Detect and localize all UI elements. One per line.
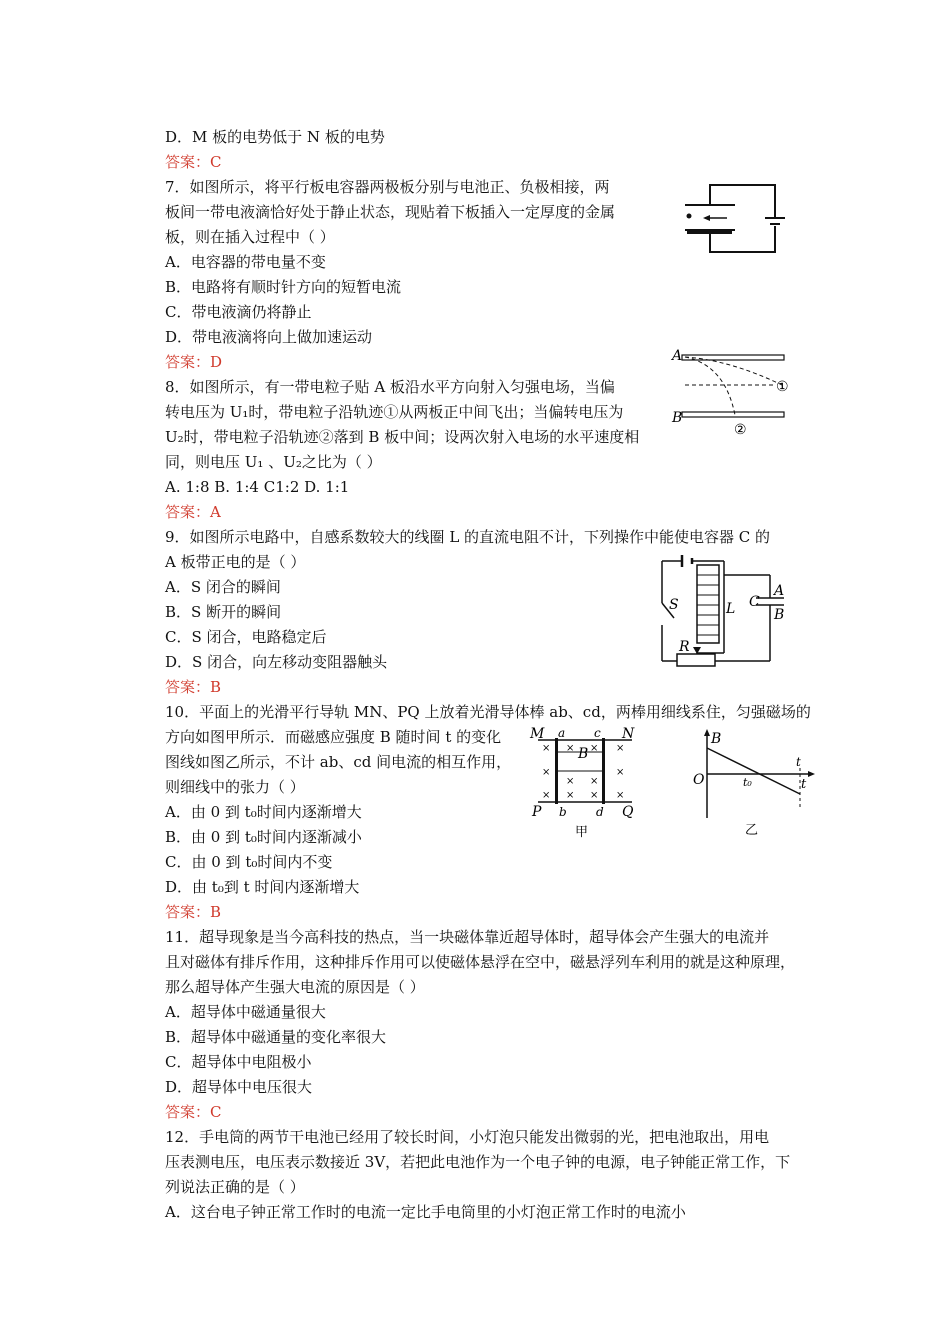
axis-b-label: B (711, 731, 722, 747)
q11-answer: 答案：C (165, 1103, 222, 1121)
field-cross: × (542, 767, 551, 778)
q12-stem-line: 压表测电压，电压表示数接近 3V，若把此电池作为一个电子钟的电源，电子钟能正常工作，下 (165, 1153, 791, 1171)
t-end-label: t (796, 755, 801, 769)
field-cross: × (590, 776, 599, 787)
q8-stem-line: U₂时，带电粒子沿轨迹②落到 B 板中间；设两次射入电场的水平速度相 (165, 428, 640, 446)
q11-stem-line: 且对磁体有排斥作用，这种排斥作用可以使磁体悬浮在空中，磁悬浮列车利用的就是这种原理， (165, 953, 796, 971)
q10-stem-line: 图线如图乙所示，不计 ab、cd 间电流的相互作用， (165, 753, 512, 771)
label-b: b (559, 805, 567, 819)
q9-option: B．S 断开的瞬间 (165, 603, 282, 621)
q7-stem-line: 7．如图所示，将平行板电容器两极板分别与电池正、负极相接，两 (165, 178, 610, 196)
q9-option: C．S 闭合，电路稳定后 (165, 628, 327, 646)
plate-a-label: A (672, 348, 683, 364)
field-cross: × (616, 790, 625, 801)
q8-answer: 答案：A (165, 503, 221, 521)
plate-a-label: A (774, 583, 785, 599)
q7-option: A．电容器的带电量不变 (165, 253, 326, 271)
field-cross: × (590, 743, 599, 754)
label-p: P (532, 804, 542, 820)
field-cross: × (542, 743, 551, 754)
q6-answer: 答案：C (165, 153, 222, 171)
label-c: c (594, 726, 601, 740)
field-cross: × (566, 743, 575, 754)
q10-rails-figure-jia (530, 726, 640, 841)
field-cross: × (542, 790, 551, 801)
q9-answer: 答案：B (165, 678, 222, 696)
origin-o-label: O (693, 772, 705, 788)
plate-b-label: B (774, 607, 785, 623)
q10-stem-line: 10．平面上的光滑平行导轨 MN、PQ 上放着光滑导体棒 ab、cd，两棒用细线系住，匀强磁场的 (165, 703, 811, 721)
q10-option: B．由 0 到 t₀时间内逐渐减小 (165, 828, 362, 846)
figure-caption-yi: 乙 (745, 823, 759, 838)
q7-option: D．带电液滴将向上做加速运动 (165, 328, 373, 346)
q7-answer: 答案：D (165, 353, 223, 371)
q7-stem-line: 板，则在插入过程中（ ） (165, 228, 335, 246)
q9-circuit-figure (652, 553, 797, 668)
resistor-r-label: R (679, 639, 690, 655)
q8-stem-line: 同，则电压 U₁ 、U₂之比为（ ） (165, 453, 382, 471)
q8-stem-line: 8．如图所示，有一带电粒子贴 A 板沿水平方向射入匀强电场，当偏 (165, 378, 615, 396)
q10-option: A．由 0 到 t₀时间内逐渐增大 (165, 803, 362, 821)
q8-deflection-figure (670, 345, 800, 438)
label-d: d (596, 805, 604, 819)
q11-option: B．超导体中磁通量的变化率很大 (165, 1028, 387, 1046)
coil-l-label: L (726, 601, 736, 617)
q10-b-t-graph-yi (690, 728, 825, 838)
q11-stem-line: 那么超导体产生强大电流的原因是（ ） (165, 978, 425, 996)
plate-b-label: B (672, 410, 683, 426)
q10-answer: 答案：B (165, 903, 222, 921)
label-n: N (622, 726, 635, 742)
q11-stem-line: 11．超导现象是当今高科技的热点，当一块磁体靠近超导体时，超导体会产生强大的电流并 (165, 928, 770, 946)
q10-stem-line: 方向如图甲所示．而磁感应强度 B 随时间 t 的变化 (165, 728, 502, 746)
q9-stem-line: A 板带正电的是（ ） (165, 553, 306, 571)
q12-option: A．这台电子钟正常工作时的电流一定比手电筒里的小灯泡正常工作时的电流小 (165, 1203, 686, 1221)
field-cross: × (616, 767, 625, 778)
axis-t-label: t (801, 777, 807, 792)
q7-option: C．带电液滴仍将静止 (165, 303, 312, 321)
q10-option: C．由 0 到 t₀时间内不变 (165, 853, 333, 871)
switch-s-label: S (669, 597, 679, 613)
field-cross: × (566, 776, 575, 787)
q9-option: D．S 闭合，向左移动变阻器触头 (165, 653, 388, 671)
field-cross: × (616, 743, 625, 754)
capacitor-c-label: C (749, 594, 760, 610)
q12-stem-line: 12．手电筒的两节干电池已经用了较长时间，小灯泡只能发出微弱的光，把电池取出，用电 (165, 1128, 770, 1146)
figure-caption-jia: 甲 (575, 825, 589, 840)
q9-option: A．S 闭合的瞬间 (165, 578, 281, 596)
q11-option: C．超导体中电阻极小 (165, 1053, 312, 1071)
q11-option: D．超导体中电压很大 (165, 1078, 313, 1096)
q7-capacitor-figure (665, 180, 785, 255)
trajectory-2-mark: ② (734, 422, 747, 438)
q10-stem-line: 则细线中的张力（ ） (165, 778, 305, 796)
q8-options: A. 1:8 B. 1:4 C1:2 D. 1:1 (165, 478, 350, 496)
label-a: a (558, 726, 566, 740)
q6-option-d: D．M 板的电势低于 N 板的电势 (165, 128, 385, 146)
q9-stem-line: 9．如图所示电路中，自感系数较大的线圈 L 的直流电阻不计，下列操作中能使电容器 C 的 (165, 528, 771, 546)
field-cross: × (566, 790, 575, 801)
q12-stem-line: 列说法正确的是（ ） (165, 1178, 305, 1196)
t0-label: t₀ (743, 776, 752, 789)
label-m: M (530, 726, 545, 742)
field-cross: × (590, 790, 599, 801)
field-b-label: B (578, 746, 589, 762)
label-q: Q (622, 804, 634, 820)
q8-stem-line: 转电压为 U₁时，带电粒子沿轨迹①从两板正中间飞出；当偏转电压为 (165, 403, 624, 421)
q7-stem-line: 板间一带电液滴恰好处于静止状态，现贴着下板插入一定厚度的金属 (165, 203, 616, 221)
trajectory-1-mark: ① (776, 379, 789, 395)
q7-option: B．电路将有顺时针方向的短暂电流 (165, 278, 402, 296)
q10-option: D．由 t₀到 t 时间内逐渐增大 (165, 878, 360, 896)
q11-option: A．超导体中磁通量很大 (165, 1003, 326, 1021)
